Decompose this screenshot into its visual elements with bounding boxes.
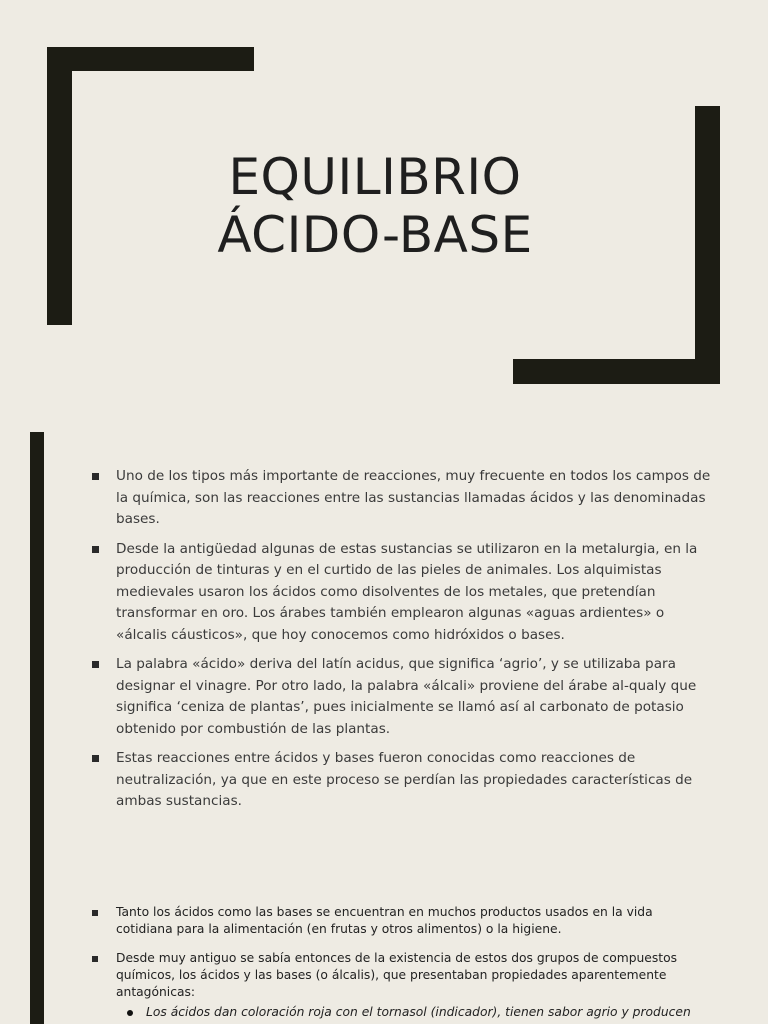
slide-title [140, 148, 610, 264]
list-item [92, 748, 712, 813]
left-accent-bar [30, 432, 44, 1024]
title-slide [0, 0, 768, 432]
bullet-text: Estas reacciones entre ácidos y bases fueron conocidas como reacciones de neutralización, ya que en este proceso se perdían las propiedades características de ambas sustancias. [116, 750, 693, 809]
list-item [92, 654, 712, 740]
sub-list-item [92, 1004, 766, 1021]
title-line-1: EQUILIBRIO [228, 148, 522, 206]
top-left-bracket-horizontal [47, 47, 254, 71]
list-item [92, 904, 712, 938]
secondary-bullet-list [92, 904, 712, 1013]
list-item [92, 539, 712, 647]
square-bullet-icon [92, 661, 99, 668]
square-bullet-icon [92, 956, 98, 962]
list-item [92, 950, 712, 1001]
bullet-text: Uno de los tipos más importante de reacciones, muy frecuente en todos los campos de la química, son las reacciones entre las sustancias llamadas ácidos y las denominadas bases. [116, 468, 711, 527]
square-bullet-icon [92, 910, 98, 916]
sub-bullet-text: Los ácidos dan coloración roja con el tornasol (indicador), tienen sabor agrio y producen [146, 1005, 691, 1019]
top-left-bracket-vertical [47, 47, 72, 325]
bullet-list [92, 466, 712, 821]
bullet-text: La palabra «ácido» deriva del latín acidus, que significa ‘agrio’, y se utilizaba para designar el vinagre. Por otro lado, la palabra «álcali» proviene del árabe al-qualy que significa ‘ceniza de plantas’, pues inicialmente se llamó así al carbonato de potasio obtenido por combustión de las plantas. [116, 656, 697, 737]
round-bullet-icon [127, 1010, 133, 1016]
square-bullet-icon [92, 546, 99, 553]
content-slide [0, 432, 768, 1024]
list-item [92, 466, 712, 531]
title-line-2: ÁCIDO-BASE [217, 206, 533, 264]
bullet-text: Desde la antigüedad algunas de estas sustancias se utilizaron en la metalurgia, en la producción de tinturas y en el curtido de las pieles de animales. Los alquimistas medievales usaron los ácidos como disolventes de los metales, que pretendían transformar en oro. Los árabes también emplearon algunas «aguas ardientes» o «álcalis cáusticos», que hoy conocemos como hidróxidos o bases. [116, 540, 698, 643]
square-bullet-icon [92, 473, 99, 480]
bullet-text: Desde muy antiguo se sabía entonces de la existencia de estos dos grupos de compuestos químicos, los ácidos y las bases (o álcalis), que presentaban propiedades aparentemente antagónicas: [116, 951, 678, 999]
bottom-right-bracket-vertical [695, 106, 720, 384]
bullet-text: Tanto los ácidos como las bases se encuentran en muchos productos usados en la vida cotidiana para la alimentación (en frutas y otros alimentos) o la higiene. [116, 905, 653, 936]
square-bullet-icon [92, 755, 99, 762]
bottom-right-bracket-horizontal [513, 359, 720, 384]
